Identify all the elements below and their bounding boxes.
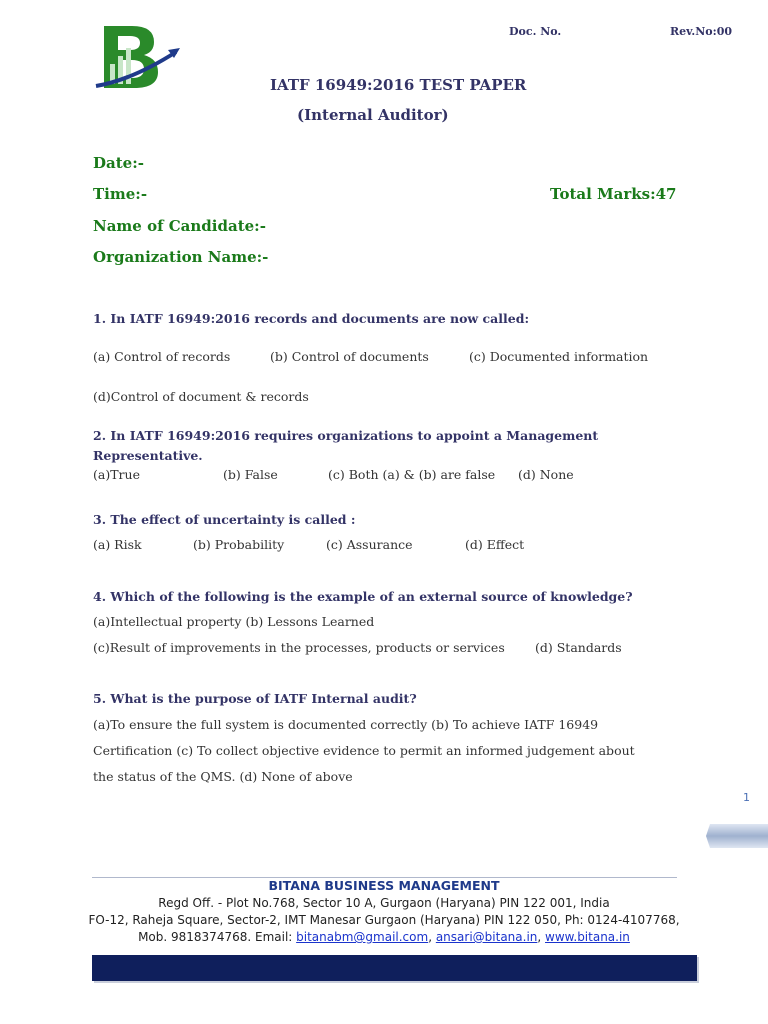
page-number: 1: [743, 791, 750, 804]
q1-option-c: (c) Documented information: [469, 349, 649, 364]
company-logo: [92, 22, 188, 94]
q2-option-b: (b) False: [223, 467, 278, 482]
q5-options: [93, 712, 693, 790]
organization-name-field: Organization Name:-: [93, 248, 269, 266]
footer-email-link-2[interactable]: ansari@bitana.in: [435, 930, 538, 944]
question-4: 4. Which of the following is the example of an external source of knowledge?: [93, 589, 633, 604]
footer-separator-1: ,: [428, 930, 436, 944]
question-5: 5. What is the purpose of IATF Internal audit?: [93, 691, 417, 706]
q2-option-c: (c) Both (a) & (b) are false: [328, 467, 496, 482]
q2-option-d: (d) None: [518, 467, 574, 482]
footer-separator-2: ,: [537, 930, 546, 944]
footer-address-line-1: Regd Off. - Plot No.768, Sector 10 A, Gurgaon (Haryana) PIN 122 001, India: [158, 896, 610, 910]
footer-contact-line: [0, 930, 768, 944]
question-3: 3. The effect of uncertainty is called :: [93, 512, 356, 527]
footer-email-link-1[interactable]: bitanabm@gmail.com: [296, 930, 429, 944]
q3-option-b: (b) Probability: [193, 537, 285, 552]
question-2-line-2: Representative.: [93, 448, 203, 463]
q4-option-d: (d) Standards: [535, 640, 622, 655]
q4-options-line-1: (a)Intellectual property (b) Lessons Learned: [93, 614, 375, 629]
decorative-tab-shape: [706, 822, 768, 850]
time-field: Time:-: [93, 185, 148, 203]
question-1: 1. In IATF 16949:2016 records and documents are now called:: [93, 311, 530, 326]
total-marks: Total Marks:47: [550, 185, 677, 203]
q3-option-a: (a) Risk: [93, 537, 142, 552]
q1-option-d: (d)Control of document & records: [93, 389, 309, 404]
footer-mobile-email-prefix: Mob. 9818374768. Email:: [138, 930, 297, 944]
q4-option-c: (c)Result of improvements in the processes, products or services: [93, 640, 505, 655]
footer-company-name: BITANA BUSINESS MANAGEMENT: [268, 878, 500, 893]
doc-number-label: Doc. No.: [509, 25, 562, 38]
revision-number-label: Rev.No:00: [670, 25, 733, 38]
q3-option-d: (d) Effect: [465, 537, 525, 552]
q1-option-b: (b) Control of documents: [270, 349, 429, 364]
page-title: IATF 16949:2016 TEST PAPER: [270, 76, 527, 94]
footer-bar: [92, 955, 697, 981]
question-2: [93, 426, 693, 466]
candidate-name-field: Name of Candidate:-: [93, 217, 266, 235]
footer-address-line-2: FO-12, Raheja Square, Sector-2, IMT Manesar Gurgaon (Haryana) PIN 122 050, Ph: 0124-4107768,: [88, 913, 680, 927]
date-field: Date:-: [93, 154, 144, 172]
q1-option-a: (a) Control of records: [93, 349, 231, 364]
page-subtitle: (Internal Auditor): [297, 106, 449, 124]
q5-options-line-1: (a)To ensure the full system is documented correctly (b) To achieve IATF 16949: [93, 717, 599, 732]
q5-options-line-3: the status of the QMS. (d) None of above: [93, 769, 353, 784]
footer-website-link[interactable]: www.bitana.in: [545, 930, 630, 944]
question-2-line-1: 2. In IATF 16949:2016 requires organizations to appoint a Management: [93, 428, 599, 443]
q3-option-c: (c) Assurance: [326, 537, 413, 552]
q2-option-a: (a)True: [93, 467, 140, 482]
q5-options-line-2: Certification (c) To collect objective evidence to permit an informed judgement about: [93, 743, 635, 758]
